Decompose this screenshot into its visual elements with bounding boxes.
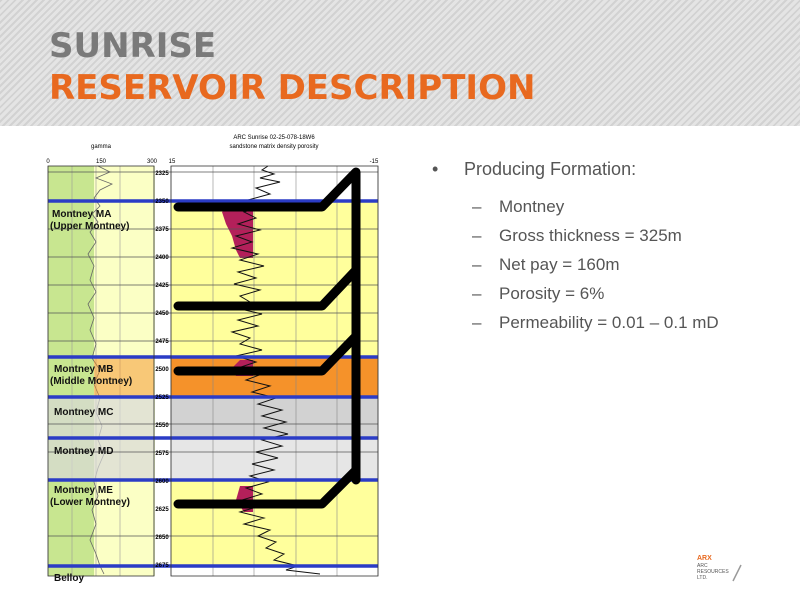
- formation-ma-line1: Montney MA: [52, 209, 112, 220]
- depth-label: 2525: [155, 395, 169, 401]
- zone-orange-mb: [171, 357, 378, 397]
- bullet-main-text: Producing Formation:: [464, 159, 637, 179]
- sub-bullet-item: – Porosity = 6%: [472, 284, 605, 303]
- sub-bullet-list: [432, 197, 792, 333]
- well-log-panel: [0, 128, 390, 588]
- depth-label: 2425: [155, 283, 169, 289]
- depth-labels: [155, 171, 169, 569]
- porosity-title-2: sandstone matrix density porosity: [229, 144, 319, 150]
- gamma-label: gamma: [90, 144, 112, 150]
- slide-title-line2: RESERVOIR DESCRIPTION: [49, 68, 536, 108]
- logo-subtext: ARC RESOURCES LTD.: [697, 563, 729, 581]
- formation-md-line1: Montney MD: [54, 446, 114, 457]
- depth-label: 2475: [155, 339, 169, 345]
- depth-label: 2625: [155, 507, 169, 513]
- logo-name: ARX: [697, 555, 712, 562]
- depth-label: 2675: [155, 563, 169, 569]
- depth-label: 2375: [155, 227, 169, 233]
- depth-label: 2400: [155, 255, 169, 261]
- gamma-tick-0: 0: [46, 159, 50, 165]
- sub-bullet-item: – Montney: [472, 197, 565, 216]
- formation-ma-line2: (Upper Montney): [50, 221, 130, 232]
- sub-bullet-item: – Net pay = 160m: [472, 255, 620, 274]
- depth-label: 2600: [155, 479, 169, 485]
- formation-belloy: Belloy: [54, 573, 85, 584]
- porosity-title-1: ARC Sunrise 02-25-078-18W6: [233, 135, 315, 141]
- formation-me-line1: Montney ME: [54, 485, 113, 496]
- porosity-tick-right: -15: [369, 159, 379, 165]
- gamma-tick-150: 150: [95, 159, 107, 165]
- depth-label: 2550: [155, 423, 169, 429]
- zone-yellow-me: [171, 480, 378, 566]
- formation-me-line2: (Lower Montney): [50, 497, 130, 508]
- formation-mb-line2: (Middle Montney): [50, 376, 133, 387]
- title-banner: [0, 0, 800, 126]
- slide-title-line1: SUNRISE: [49, 26, 217, 66]
- bullet-dot-icon: •: [432, 159, 439, 179]
- depth-label: 2650: [155, 535, 169, 541]
- logo-slash-icon: [697, 555, 745, 583]
- formation-mb-line1: Montney MB: [54, 364, 114, 375]
- bullet-main: [432, 158, 792, 180]
- depth-label: 2350: [155, 199, 169, 205]
- sub-bullet-item: – Gross thickness = 325m: [472, 226, 682, 245]
- depth-label: 2325: [155, 171, 169, 177]
- zone-grey-mc: [171, 397, 378, 438]
- formation-mc-line1: Montney MC: [54, 407, 114, 418]
- sub-bullet-item: – Permeability = 0.01 – 0.1 mD: [472, 313, 719, 332]
- porosity-tick-left: 15: [168, 159, 176, 165]
- depth-label: 2450: [155, 311, 169, 317]
- gamma-tick-300: 300: [146, 159, 158, 165]
- bullet-list: [432, 158, 792, 342]
- depth-label: 2500: [155, 367, 169, 373]
- depth-label: 2575: [155, 451, 169, 457]
- company-logo: [697, 555, 745, 583]
